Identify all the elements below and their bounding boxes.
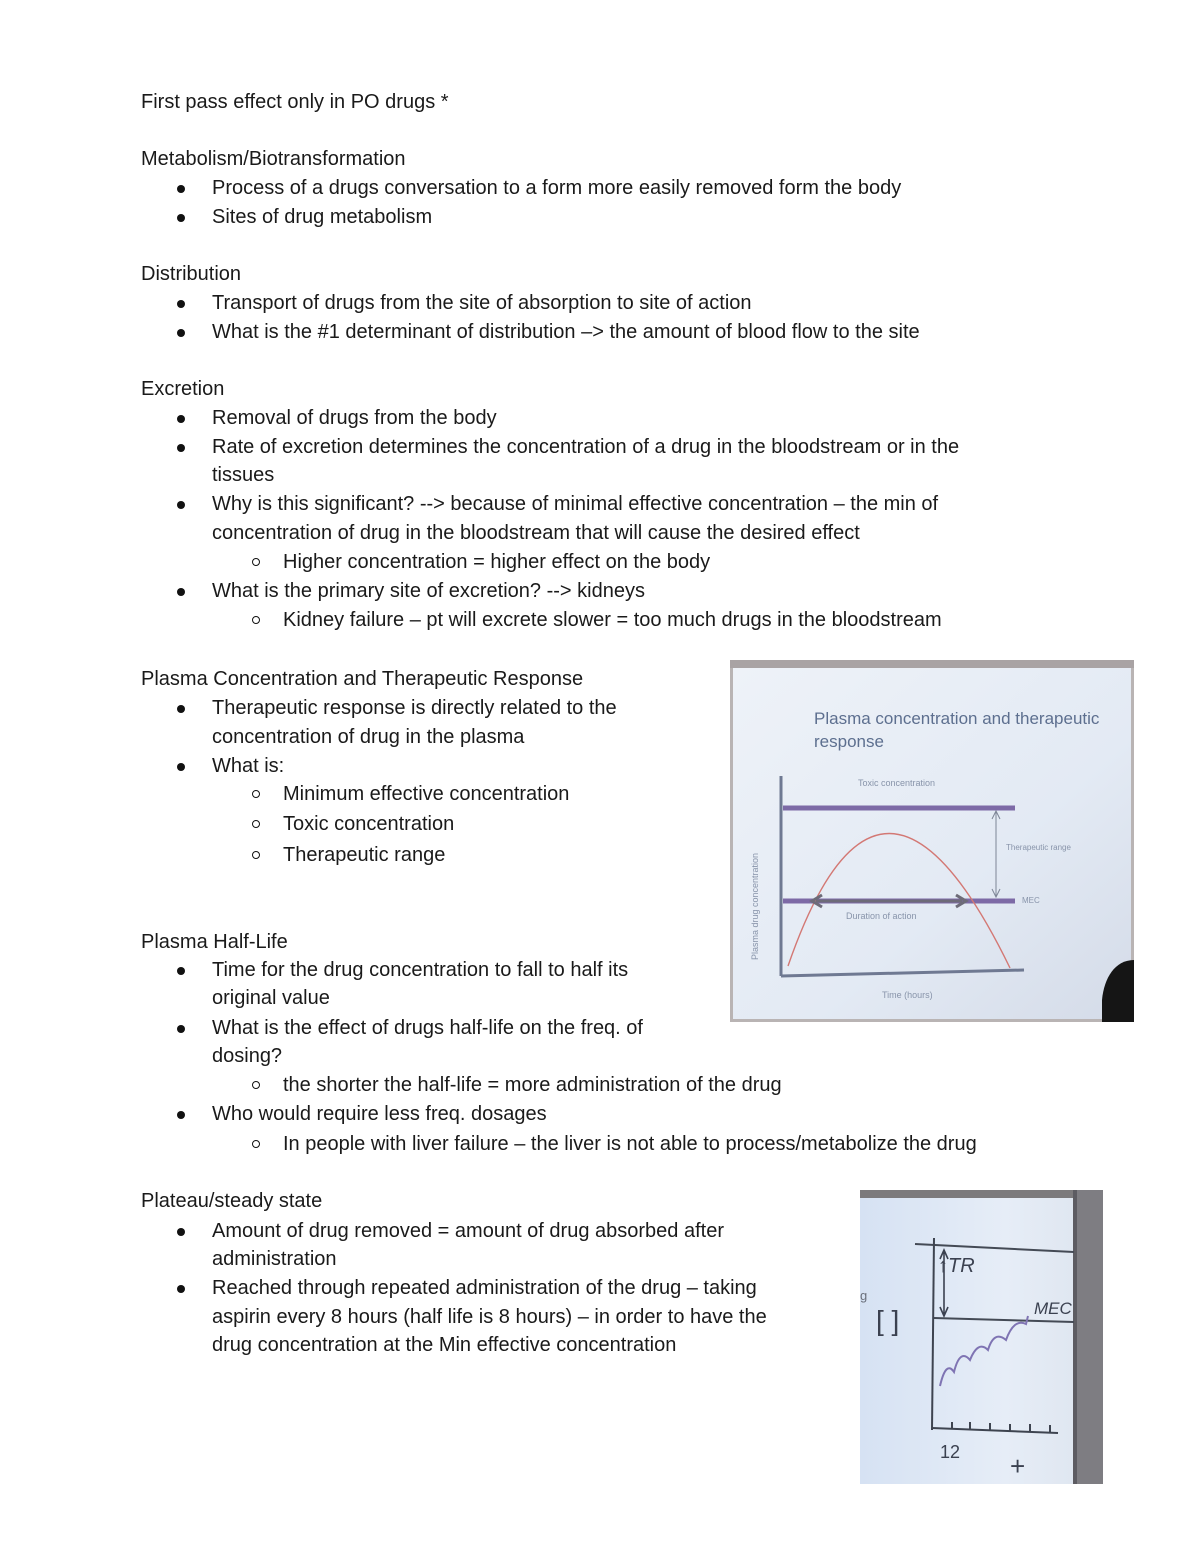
plateau-bullet-2: Reached through repeated administration of the drug – taking [212,1277,757,1299]
plateau-bullet-1: Amount of drug removed = amount of drug absorbed after [212,1220,724,1242]
halflife-bullet-2: What is the effect of drugs half-life on the freq. of [212,1017,643,1039]
slide1-y-label: Plasma drug concentration [750,852,760,960]
plasma-sub-2: Toxic concentration [283,813,455,835]
excretion-bullet-2: Rate of excretion determines the concentration of a drug in the bloodstream or in the [212,436,960,458]
first-pass-note: First pass effect only in PO drugs * [141,91,449,113]
slide2-plus-label: + [1010,1451,1026,1481]
plasma-sub-3: Therapeutic range [283,844,446,866]
excretion-bullet-2-cont: tissues [212,464,275,486]
distribution-bullet-2: What is the #1 determinant of distribution –> the amount of blood flow to the site [212,321,920,343]
plasma-bullet-1: Therapeutic response is directly related to the [212,697,617,719]
halflife-bullet-1: Time for the drug concentration to fall to half its [212,959,629,981]
distribution-heading: Distribution [141,263,242,285]
slide1-title-line2: response [814,732,884,751]
slide2-bracket-label: [ ] [876,1305,900,1336]
halflife-bullet-1-cont: original value [212,987,330,1009]
plateau-bullet-2-cont: aspirin every 8 hours (half life is 8 hours) – in order to have the [212,1306,767,1328]
excretion-sub-1: Higher concentration = higher effect on the body [283,551,711,573]
slide1-range-label: Therapeutic range [1006,843,1071,852]
plasma-sub-1: Minimum effective concentration [283,783,570,805]
halflife-heading: Plasma Half-Life [141,931,288,953]
halflife-bullet-2-cont: dosing? [212,1045,283,1067]
distribution-bullet-1: Transport of drugs from the site of absorption to site of action [212,292,752,314]
excretion-bullet-3: Why is this significant? --> because of minimal effective concentration – the min of [212,493,939,515]
slide2-mec-label: MEC [1034,1299,1072,1318]
plateau-bullet-1-cont: administration [212,1248,337,1270]
excretion-sub-2: Kidney failure – pt will excrete slower = too much drugs in the bloodstream [283,609,942,631]
slide1-duration-label: Duration of action [846,911,917,921]
excretion-bullet-3-cont: concentration of drug in the bloodstream that will cause the desired effect [212,522,860,544]
halflife-sub-1: the shorter the half-life = more administration of the drug [283,1074,782,1096]
slide1-mec-label: MEC [1022,896,1040,905]
metabolism-heading: Metabolism/Biotransformation [141,148,406,170]
excretion-bullet-1: Removal of drugs from the body [212,407,497,429]
metabolism-bullet-1: Process of a drugs conversation to a form more easily removed form the body [212,177,902,199]
slide-photo-steady-state [860,1190,1103,1484]
slide1-toxic-label: Toxic concentration [858,778,936,788]
plasma-bullet-2: What is: [212,755,285,777]
halflife-bullet-3: Who would require less freq. dosages [212,1103,547,1125]
slide2-edge-label: g [860,1288,868,1303]
plateau-bullet-2-cont2: drug concentration at the Min effective concentration [212,1334,677,1356]
metabolism-bullet-2: Sites of drug metabolism [212,206,433,228]
slide1-x-label: Time (hours) [882,990,933,1000]
excretion-bullet-4: What is the primary site of excretion? --> kidneys [212,580,645,602]
halflife-sub-2: In people with liver failure – the liver is not able to process/metabolize the drug [283,1133,977,1155]
plasma-heading: Plasma Concentration and Therapeutic Response [141,668,584,690]
plateau-heading: Plateau/steady state [141,1190,323,1212]
plasma-bullet-1-cont: concentration of drug in the plasma [212,726,525,748]
excretion-heading: Excretion [141,378,225,400]
slide-photo-plasma-concentration [730,660,1134,1022]
slide2-tr-label: ↑TR [938,1255,975,1277]
slide2-tick-label: 12 [940,1442,961,1462]
slide1-title-line1: Plasma concentration and therapeutic [814,709,1100,728]
